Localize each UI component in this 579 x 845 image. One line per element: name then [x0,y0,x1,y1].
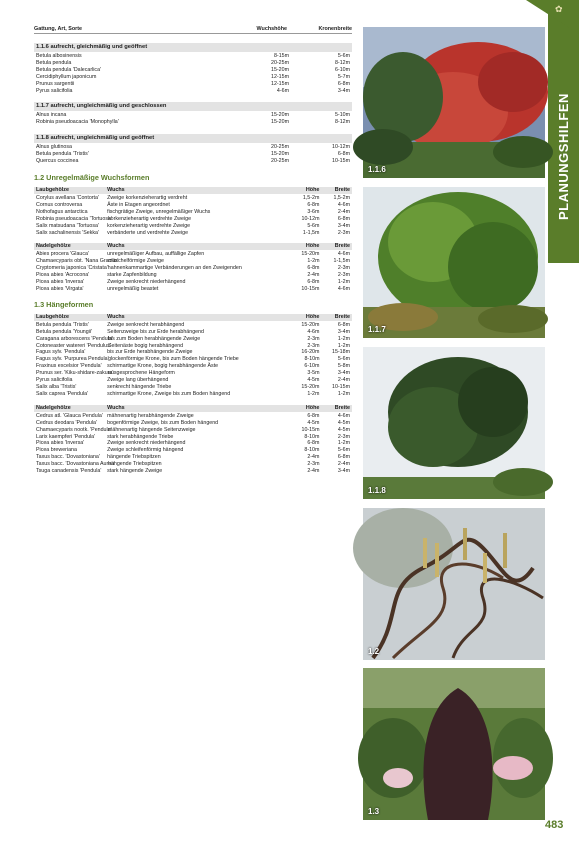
plant-name: Salix sachalinensis 'Sekka' [36,229,99,236]
table-header [34,405,352,412]
plant-name: Abies procera 'Glauca' [36,251,89,258]
table-row [36,158,350,165]
plant-name: Picea abies 'Virgata' [36,285,84,292]
plant-width: 4-5m [337,419,350,426]
plant-width: 5-6m [337,447,350,454]
group-list [34,52,352,94]
plant-height: 1,5-2m [302,194,320,201]
growth-group [34,102,352,126]
plant-name: Quercus coccinea [36,158,79,165]
table-row [36,363,350,370]
header-genus: Gattung, Art, Sorte [34,26,83,32]
plant-height: 8-10m [304,447,320,454]
plant-height: 4-6m [276,87,289,94]
plant-name: Salix matsudana 'Tortuosa' [36,222,99,229]
plant-width: 1-1,5m [333,258,350,265]
table-row [36,202,350,209]
plant-height: 1-2m [307,390,320,397]
section-title-1-2: 1.2 Unregelmäßige Wuchsformen [34,172,150,182]
table-row [36,454,350,461]
growth-desc: Zweige schleifenförmig hängend [107,447,184,454]
plant-name: Fagus sylv. 'Purpurea Pendula' [36,356,109,363]
plant-width: 10-15m [332,384,350,390]
plant-height: 15-20m [271,66,289,73]
photo-1-1-8 [363,347,545,499]
table-row [36,119,350,126]
plant-width: 6-8m [337,80,350,87]
col-group: Laubgehölze [36,186,69,193]
col-height: Höhe [305,404,320,411]
plant-name: Picea breweriana [36,447,77,454]
plant-name: Caragana arborescens 'Pendula' [36,335,113,342]
table-row [36,461,350,468]
plant-height: 4-6m [307,328,320,335]
table-row [36,272,350,279]
growth-desc: korkenzieherartig verdrehte Zweige [108,215,192,222]
plant-name: Cedrus atl. 'Glauca Pendula' [36,412,103,419]
plant-width: 2-4m [337,461,350,468]
table-row [36,279,350,286]
plant-width: 3-4m [337,87,350,94]
photo-label: 1.1.8 [368,486,386,495]
section-title-1-3: 1.3 Hängeformen [34,299,94,309]
col-width: Breite [334,186,350,193]
plant-name: Larix kaempferi 'Pendula' [36,433,96,440]
growth-desc: Zweige lang überhängend [107,377,169,384]
plant-name: Betula pendula 'Youngii' [36,328,93,335]
plant-height: 6-10m [304,363,320,370]
table-row [36,67,350,74]
plant-width: 6-8m [337,454,350,461]
plant-height: 2-4m [307,272,320,279]
growth-desc: senkrecht hängende Triebe [107,384,172,390]
plant-name: Salix caprea 'Pendula' [36,390,89,397]
growth-desc: stark hängende Zweige [107,468,163,475]
table-row [36,413,350,420]
plant-height: 8-10m [304,356,320,363]
plant-height: 8-15m [273,53,289,59]
table-row [36,88,350,95]
plant-width: 2-3m [337,272,350,279]
plant-name: Pyrus salicifolia [36,377,73,384]
growth-desc: schirmartige Krone, Zweige bis zum Boden hängend [107,390,231,397]
page-number: 483 [545,819,564,831]
growth-desc: verbänderte und verdrehte Zweige [107,229,189,236]
plant-height: 20-25m [271,158,289,165]
plant-width: 6-8m [337,151,350,158]
photo-1-1-7 [363,187,545,338]
plant-height: 6-8m [307,279,320,286]
table-row [36,209,350,216]
table-body [34,412,352,475]
growth-desc: mähnenartig herabhängende Zweige [107,412,194,419]
table-row [36,251,350,258]
table-row [36,216,350,223]
deciduous-table [34,187,352,236]
plant-width: 2-4m [337,208,350,215]
table-row [36,343,350,350]
plant-height: 8-10m [304,433,320,440]
table-row [36,447,350,454]
plant-height: 20-25m [271,144,289,151]
table-header [34,187,352,194]
growth-desc: bis zum Boden herabhängende Zweige [108,335,201,342]
plant-name: Cercidiphyllum japonicum [36,73,97,80]
col-width: Breite [334,313,350,320]
table-row [36,223,350,230]
plant-width: 1-2m [337,335,350,342]
growth-desc: unregelmäßig beastet [107,285,159,292]
plant-name: Cotoneaster watereri 'Pendulus' [36,342,111,349]
plant-name: Betula pendula [36,59,72,66]
photo-contorted-branches [363,508,545,660]
plant-height: 4-5m [307,377,320,384]
table-row [36,265,350,272]
plant-width: 8-12m [334,59,350,66]
plant-name: Betula pendula 'Dalecarlica' [36,66,102,73]
section-1-3 [34,314,352,475]
plant-height: 15-20m [301,321,320,328]
plant-height: 6-8m [307,265,320,272]
leaf-icon: ✿ [555,4,563,14]
table-row [36,151,350,158]
header-width: Kronenbreite [318,26,352,32]
table-row [36,377,350,384]
col-height: Höhe [305,313,320,320]
table-row [36,420,350,427]
photo-dark-tree [363,347,545,499]
photo-green-tree [363,187,545,338]
growth-desc: fischgrätige Zweige, unregelmäßiger Wuchs [107,208,211,215]
growth-desc: Zweige korkenzieherartig verdreht [107,194,188,201]
table-row [36,74,350,81]
plant-height: 3-5m [307,370,320,377]
deciduous-table [34,314,352,398]
growth-desc: hängende Triebspitzen [107,454,161,461]
growth-desc: hahnenkammartige Verbänderungen an den Zweigenden [107,265,242,272]
growth-group [34,43,352,94]
header-height: Wuchshöhe [256,26,287,32]
table-row [36,391,350,398]
plant-height: 6-8m [307,201,320,208]
photo-1-1-6 [363,27,545,178]
plant-height: 2-4m [307,454,320,461]
plant-name: Robinia pseudoacacia 'Tortuosa' [36,215,112,222]
plant-name: Betula pendula 'Tristis' [36,151,89,158]
plant-height: 12-15m [271,80,289,87]
table-row [36,286,350,293]
content-column [34,26,352,482]
plant-height: 5-6m [307,222,320,229]
plant-width: 2-3m [337,433,350,440]
plant-height: 2-4m [307,468,320,475]
plant-height: 10-15m [301,285,320,292]
growth-desc: muschelförmige Zweige [108,258,164,265]
growth-desc: Seitenzweige bis zur Erde herabhängend [107,328,204,335]
plant-width: 8-12m [334,119,350,126]
table-row [36,195,350,202]
plant-name: Corylus avellana 'Contorta' [36,194,99,201]
plant-width: 4-6m [337,285,350,292]
plant-height: 10-12m [301,215,320,222]
growth-desc: glockenförmige Krone, bis zum Boden hängende Triebe [108,356,239,363]
plant-name: Alnus incana [36,112,67,119]
plant-width: 1-2m [337,342,350,349]
plant-width: 5-7m [337,73,350,80]
plant-name: Pyrus salicifolia [36,87,73,94]
plant-width: 2-3m [337,265,350,272]
plant-width: 3-4m [337,468,350,475]
growth-desc: stark herabhängende Triebe [107,433,174,440]
table-row [36,144,350,151]
photo-1-3 [363,668,545,820]
plant-width: 1-2m [337,279,350,286]
photo-red-tree [363,27,545,178]
conifer-table [34,243,352,292]
col-width: Breite [334,404,350,411]
growth-desc: Zweige senkrecht niederhängend [107,440,186,447]
plant-name: Fagus sylv. 'Pendula' [36,349,86,356]
plant-name: Chamaecyparis obt. 'Nana Gracilis' [36,258,119,265]
plant-height: 3-6m [307,208,320,215]
sidebar-title: PLANUNGSHILFEN [556,93,571,221]
plant-height: 2-3m [307,335,320,342]
plant-width: 4-6m [337,201,350,208]
plant-name: Betula pendula 'Tristis' [36,321,89,328]
group-list [34,111,352,126]
table-row [36,322,350,329]
plant-name: Salix alba 'Tristis' [36,384,77,390]
plant-height: 6-8m [307,412,320,419]
table-row [36,440,350,447]
plant-name: Cedrus deodara 'Pendula' [36,419,97,426]
col-height: Höhe [305,186,320,193]
plant-name: Chamaecyparis nootk. 'Pendula' [36,426,112,433]
group-title: 1.1.6 aufrecht, gleichmäßig und geöffnet [34,43,352,52]
growth-desc: schirmartige Krone, bogig herabhängende Äste [107,363,219,370]
plant-width: 3-4m [337,328,350,335]
photo-label: 1.3 [368,807,380,816]
table-row [36,349,350,356]
col-width: Breite [334,243,350,250]
growth-desc: Zweige senkrecht niederhängend [107,279,186,286]
table-row [36,370,350,377]
growth-desc: bogenförmige Zweige, bis zum Boden hängend [107,419,219,426]
plant-width: 5-6m [337,53,350,59]
plant-width: 10-15m [332,158,350,165]
plant-width: 15-18m [332,349,350,356]
plant-name: Prunus sargentii [36,80,75,87]
table-body [34,250,352,292]
col-group: Laubgehölze [36,313,69,320]
growth-desc: unregelmäßiger Aufbau, auffällige Zapfen [107,251,205,258]
plant-height: 4-5m [307,419,320,426]
col-growth: Wuchs [107,186,125,193]
plant-width: 5-10m [334,112,350,119]
plant-name: Cryptomeria japonica 'Cristata' [36,265,108,272]
growth-groups [34,43,352,165]
col-group: Nadelgehölze [36,404,71,411]
table-header [34,26,352,34]
table-body [34,321,352,398]
growth-desc: Zweige senkrecht herabhängend [107,321,185,328]
photo-1-2 [363,508,545,660]
plant-width: 6-10m [334,66,350,73]
growth-desc: Seitenäste bogig herabhängend [108,342,184,349]
col-height: Höhe [305,243,320,250]
plant-name: Betula albosinensis [36,53,82,59]
col-growth: Wuchs [107,243,125,250]
plant-width: 5-8m [337,363,350,370]
plant-height: 15-20m [271,151,289,158]
section-1-2 [34,187,352,293]
plant-width: 2-4m [337,377,350,384]
group-list [34,143,352,165]
table-row [36,81,350,88]
plant-name: Picea abies 'Inversa' [36,440,85,447]
plant-name: Nothofagus antarctica [36,208,88,215]
table-row [36,112,350,119]
growth-desc: ausgesprochene Hängeform [108,370,175,377]
plant-width: 3-4m [337,370,350,377]
table-row [36,329,350,336]
plant-width: 1,5-2m [333,194,350,201]
plant-width: 6-8m [337,321,350,328]
table-header [34,314,352,321]
group-title: 1.1.7 aufrecht, ungleichmäßig und geschlossen [34,102,352,111]
growth-desc: mähnenartig hängende Seitenzweige [108,426,196,433]
group-title: 1.1.8 aufrecht, ungleichmäßig und geöffnet [34,134,352,143]
table-row [36,53,350,60]
plant-height: 2-3m [307,342,320,349]
plant-name: Picea abies 'Acrocona' [36,272,90,279]
plant-width: 1-2m [337,440,350,447]
table-body [34,194,352,236]
plant-width: 4-6m [337,251,350,258]
plant-height: 6-8m [307,440,320,447]
plant-width: 4-6m [337,412,350,419]
table-row [36,434,350,441]
plant-width: 1-2m [337,390,350,397]
table-row [36,427,350,434]
plant-height: 2-3m [307,461,320,468]
plant-height: 16-20m [301,349,320,356]
plant-name: Fraxinus excelsior 'Pendula' [36,363,102,370]
photo-label: 1.1.6 [368,165,386,174]
plant-height: 15-20m [271,112,289,119]
plant-name: Prunus ser. 'Kiku-shidare-zakura' [36,370,114,377]
plant-name: Picea abies 'Inversa' [36,279,85,286]
growth-desc: hängende Triebspitzen [108,461,162,468]
plant-height: 15-20m [301,384,320,390]
growth-desc: Äste in Etagen angeordnet [107,201,170,208]
col-growth: Wuchs [107,313,125,320]
growth-desc: bis zur Erde herabhängende Zweige [107,349,193,356]
col-growth: Wuchs [107,404,125,411]
plant-width: 4-5m [337,426,350,433]
plant-name: Robinia pseudoacacia 'Monophylla' [36,119,119,126]
table-header [34,243,352,250]
growth-desc: starke Zapfenbildung [107,272,157,279]
col-group: Nadelgehölze [36,243,71,250]
table-row [36,230,350,237]
table-row [36,468,350,475]
plant-height: 10-15m [301,426,320,433]
plant-width: 2-3m [337,229,350,236]
table-row [36,336,350,343]
growth-desc: korkenzieherartig verdrehte Zweige [107,222,191,229]
plant-name: Tsuga canadensis 'Pendula' [36,468,102,475]
table-row [36,258,350,265]
plant-height: 15-20m [271,119,289,126]
plant-height: 1-2m [307,258,320,265]
plant-height: 12-15m [271,73,289,80]
photo-label: 1.2 [368,647,380,656]
plant-width: 3-4m [337,222,350,229]
plant-name: Cornus controversa [36,201,83,208]
plant-width: 6-8m [337,215,350,222]
plant-height: 1-1,5m [302,229,320,236]
plant-height: 15-20m [301,251,320,258]
photo-weeping-tree [363,668,545,820]
growth-group [34,134,352,165]
conifer-table [34,405,352,475]
table-row [36,60,350,67]
plant-width: 10-12m [332,144,350,151]
photo-label: 1.1.7 [368,325,386,334]
table-row [36,384,350,391]
plant-name: Alnus glutinosa [36,144,72,151]
plant-name: Taxus bacc. 'Dovastoniana Aurea' [36,461,116,468]
plant-width: 5-6m [337,356,350,363]
plant-height: 20-25m [271,59,289,66]
plant-name: Taxus bacc. 'Dovastoniana' [36,454,100,461]
